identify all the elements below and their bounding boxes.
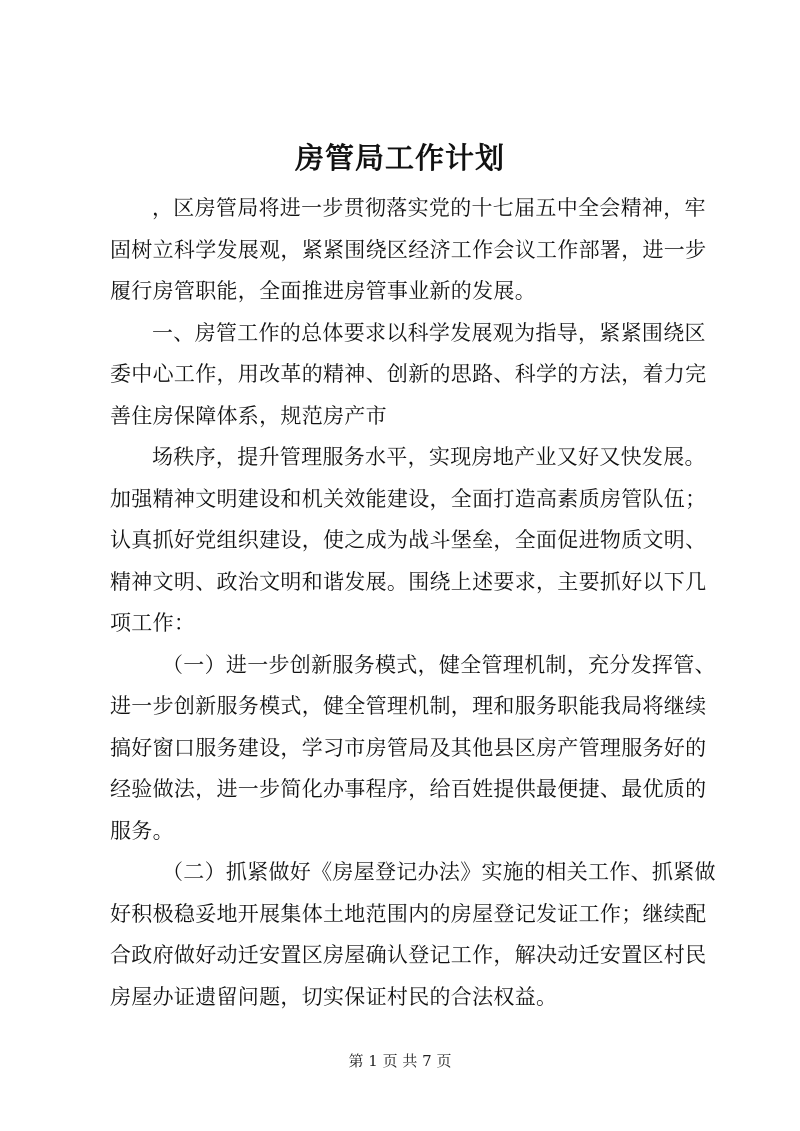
document-body <box>110 188 716 1018</box>
paragraph-line: （二）抓紧做好《房屋登记办法》实施的相关工作、抓紧做 <box>162 860 716 884</box>
paragraph-line: 善住房保障体系，规范房产市 <box>110 403 387 428</box>
paragraph-line: 项工作： <box>110 611 196 635</box>
paragraph-line: 合政府做好动迁安置区房屋确认登记工作，解决动迁安置区村民 <box>110 943 707 967</box>
paragraph-line: 认真抓好党组织建设，使之成为战斗堡垒，全面促进物质文明、 <box>110 528 707 552</box>
document-title: 房管局工作计划 <box>294 141 505 175</box>
paragraph-line: 履行房管职能，全面推进房管事业新的发展。 <box>110 279 536 303</box>
paragraph-line: 经验做法，进一步简化办事程序，给百姓提供最便捷、最优质的 <box>110 777 707 801</box>
page-number: 第 1 页 共 7 页 <box>348 1052 452 1070</box>
paragraph-line: 委中心工作，用改革的精神、创新的思路、科学的方法，着力完 <box>110 362 707 386</box>
paragraph-line: （一）进一步创新服务模式，健全管理机制，充分发挥管、 <box>162 652 716 677</box>
paragraph-line: 精神文明、政治文明和谐发展。围绕上述要求，主要抓好以下几 <box>110 569 707 594</box>
paragraph-line: 固树立科学发展观，紧紧围绕区经济工作会议工作部署，进一步 <box>110 237 707 262</box>
paragraph-line: 进一步创新服务模式，健全管理机制，理和服务职能我局将继续 <box>110 694 707 718</box>
paragraph-line: 服务。 <box>110 818 174 843</box>
paragraph-line: 场秩序，提升管理服务水平，实现房地产业又好又快发展。 <box>152 445 706 469</box>
paragraph-line: 好积极稳妥地开展集体土地范围内的房屋登记发证工作；继续配 <box>110 901 707 926</box>
paragraph-line: 房屋办证遗留问题，切实保证村民的合法权益。 <box>110 984 558 1009</box>
paragraph-line: ，区房管局将进一步贯彻落实党的十七届五中全会精神，牢 <box>152 196 706 220</box>
paragraph-line: 加强精神文明建设和机关效能建设，全面打造高素质房管队伍； <box>110 486 707 511</box>
paragraph-line: 搞好窗口服务建设，学习市房管局及其他县区房产管理服务好的 <box>110 735 707 760</box>
paragraph-line: 一、房管工作的总体要求以科学发展观为指导，紧紧围绕区 <box>152 320 706 345</box>
